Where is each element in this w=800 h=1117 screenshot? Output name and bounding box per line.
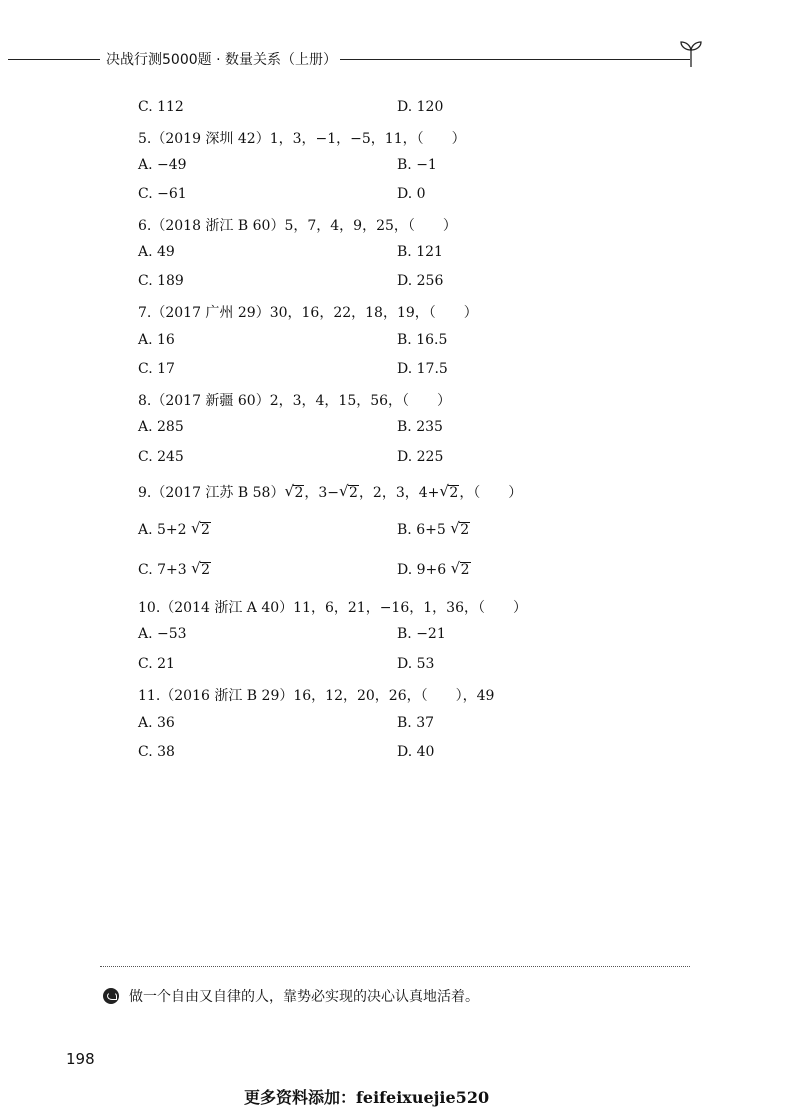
option-b: B. −1 — [397, 157, 437, 173]
question-11 — [0, 685, 800, 705]
question-6 — [0, 215, 800, 235]
sprout-icon — [678, 38, 704, 68]
option-row — [0, 559, 800, 582]
option-d: D. 9+6 √ 2 — [397, 559, 470, 578]
header-rule-right — [340, 59, 690, 60]
question-8 — [0, 390, 800, 410]
option-c: C. 21 — [138, 656, 175, 672]
motto — [103, 986, 479, 1006]
option-d: D. 0 — [397, 186, 426, 202]
option-c: C. 112 — [138, 99, 184, 115]
option-b: B. 37 — [397, 715, 435, 731]
motto-text: 做一个自由又自律的人，靠势必实现的决心认真地活着。 — [129, 989, 479, 1005]
option-d: D. 17.5 — [397, 361, 448, 377]
sqrt-expression: √ 2 — [339, 482, 358, 501]
footer-divider — [100, 966, 690, 967]
option-a: A. −53 — [138, 626, 187, 642]
option-row — [0, 273, 800, 293]
option-row — [0, 361, 800, 381]
option-b: B. 235 — [397, 419, 443, 435]
option-row — [0, 744, 800, 764]
sqrt-expression: √ 2 — [191, 559, 211, 578]
option-d: D. 40 — [397, 744, 435, 760]
option-b: B. 6+5 √ 2 — [397, 519, 470, 538]
option-a: A. 5+2 √ 2 — [138, 519, 210, 538]
option-c: C. 189 — [138, 273, 184, 289]
question-9 — [0, 482, 800, 502]
sqrt-expression: √ 2 — [450, 559, 470, 578]
option-c: C. −61 — [138, 186, 187, 202]
option-row — [0, 419, 800, 439]
option-row — [0, 332, 800, 352]
option-c: C. 38 — [138, 744, 175, 760]
option-d: D. 256 — [397, 273, 444, 289]
question-text: 6.（2018 浙江 B 60）5，7，4，9，25，（ ） — [138, 218, 457, 234]
option-row — [0, 626, 800, 646]
option-row — [0, 715, 800, 735]
option-c: C. 17 — [138, 361, 175, 377]
question-text: 9.（2017 江苏 B 58） √ 2，3− √ 2，2，3，4+ √ 2，（ ） — [138, 482, 523, 501]
option-d: D. 225 — [397, 449, 444, 465]
question-5 — [0, 128, 800, 148]
question-text: 10.（2014 浙江 A 40）11，6，21，−16，1，36，（ ） — [138, 600, 527, 616]
leaf-icon — [103, 988, 119, 1004]
option-row — [0, 186, 800, 206]
sqrt-expression: √ 2 — [284, 482, 304, 501]
option-d: D. 53 — [397, 656, 435, 672]
question-text: 7.（2017 广州 29）30，16，22，18，19，（ ） — [138, 305, 478, 321]
option-a: A. 49 — [138, 244, 175, 260]
question-text: 8.（2017 新疆 60）2，3，4，15，56，（ ） — [138, 393, 452, 409]
option-b: B. −21 — [397, 626, 446, 642]
question-text: 11.（2016 浙江 B 29）16，12，20，26，（ ），49 — [138, 688, 495, 704]
option-a: A. 36 — [138, 715, 175, 731]
question-10 — [0, 597, 800, 617]
header-rule-left — [8, 59, 100, 60]
watermark-text: 更多资料添加：feifeixuejie520 — [244, 1088, 490, 1107]
option-row — [0, 99, 800, 119]
sqrt-expression: √ 2 — [450, 519, 470, 538]
sqrt-expression: √ 2 — [439, 482, 459, 501]
option-b: B. 121 — [397, 244, 443, 260]
option-b: B. 16.5 — [397, 332, 448, 348]
question-7 — [0, 302, 800, 322]
option-a: A. 16 — [138, 332, 175, 348]
option-row — [0, 449, 800, 469]
sqrt-expression: √ 2 — [191, 519, 210, 538]
option-d: D. 120 — [397, 99, 444, 115]
book-title: 决战行测5000题 · 数量关系（上册） — [106, 52, 337, 68]
option-a: A. −49 — [138, 157, 187, 173]
option-row — [0, 244, 800, 264]
option-row — [0, 519, 800, 542]
option-c: C. 245 — [138, 449, 184, 465]
option-row — [0, 157, 800, 177]
option-a: A. 285 — [138, 419, 184, 435]
option-row — [0, 656, 800, 676]
page-number: 198 — [66, 1050, 95, 1068]
question-text: 5.（2019 深圳 42）1，3，−1，−5，11，（ ） — [138, 131, 466, 147]
option-c: C. 7+3 √ 2 — [138, 559, 211, 578]
page-header — [0, 44, 800, 74]
